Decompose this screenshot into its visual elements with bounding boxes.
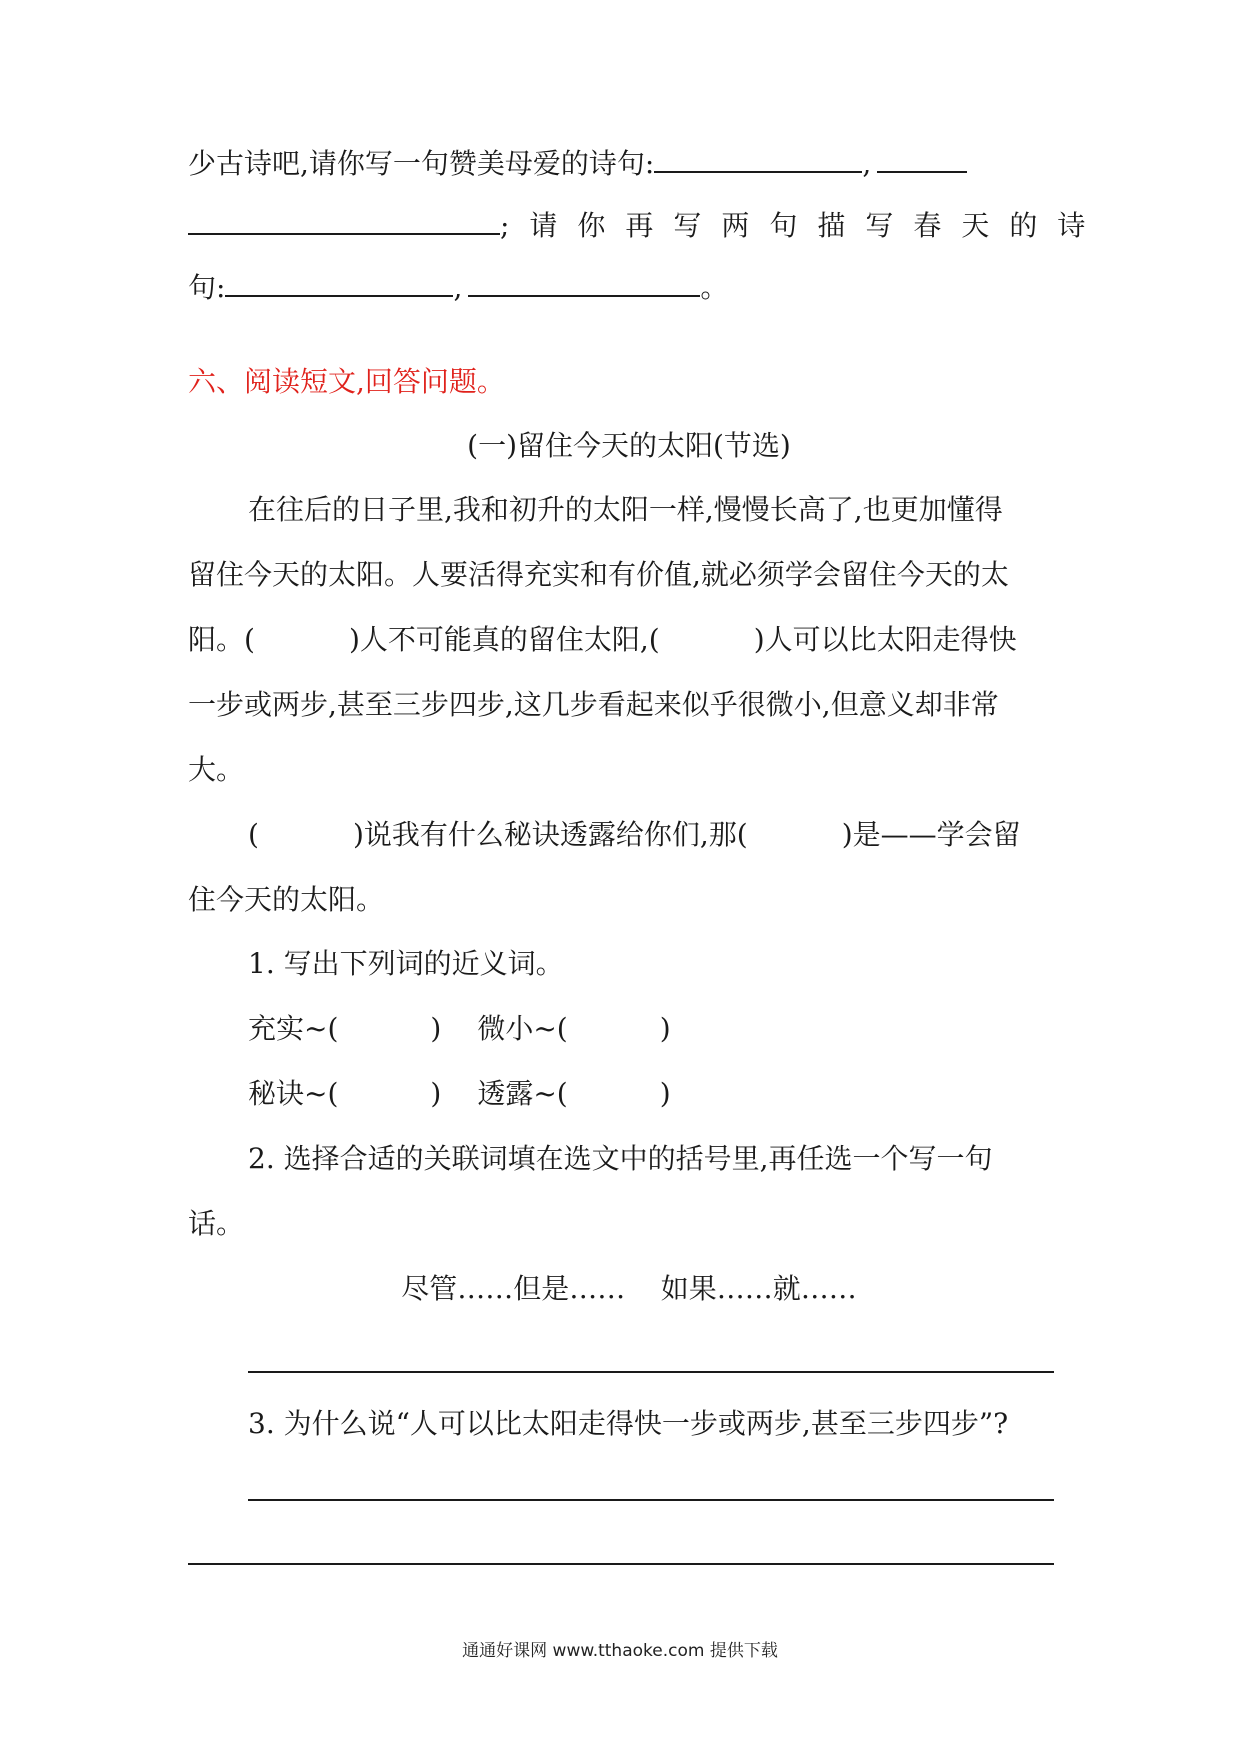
passage-p1-line-4: 一步或两步,甚至三步四步,这几步看起来似乎很微小,但意义却非常: [188, 688, 999, 721]
poem-line-2: [188, 206, 1105, 246]
passage-p1-line-5: 大。: [188, 753, 245, 786]
spring-prompt-text: ;请你再写两句描写春天的诗: [500, 209, 1106, 242]
answer-blank-mother-love-2a[interactable]: [877, 145, 967, 173]
passage-text: (: [248, 818, 259, 851]
close-paren: ): [430, 1077, 442, 1110]
close-paren: ): [659, 1077, 671, 1110]
passage-p2-line-2: 住今天的太阳。: [188, 883, 385, 916]
question-3: 3. 为什么说“人可以比太阳走得快一步或两步,甚至三步四步”?: [248, 1407, 1009, 1440]
poem-line-3-prefix: 句:: [188, 271, 226, 304]
passage-text: )是——学会留: [841, 818, 1021, 851]
passage-p1-line-2: 留住今天的太阳。人要活得充实和有价值,就必须学会留住今天的太: [188, 558, 1009, 591]
footer: 通通好课网 www.tthaoke.com 提供下载: [462, 1641, 778, 1661]
passage-text: )说我有什么秘诀透露给你们,那(: [352, 818, 748, 851]
poem-line-3: [188, 268, 728, 308]
synonym-word: 秘诀~(: [248, 1077, 339, 1110]
synonym-row-1: [248, 1009, 671, 1049]
close-paren: ): [659, 1012, 671, 1045]
question-1: 1. 写出下列词的近义词。: [248, 947, 564, 980]
answer-blank-mother-love-1[interactable]: [654, 145, 862, 173]
period: 。: [700, 271, 729, 304]
passage-title: (一)留住今天的太阳(节选): [467, 429, 791, 462]
question-2-line-2: 话。: [188, 1207, 245, 1240]
connective-options: 尽管……但是…… 如果……就……: [401, 1272, 857, 1305]
passage-p1-line-1: 在往后的日子里,我和初升的太阳一样,慢慢长高了,也更加懂得: [248, 493, 1003, 526]
answer-blank-mother-love-2b[interactable]: [188, 207, 500, 235]
synonym-word: 充实~(: [248, 1012, 339, 1045]
answer-line-q3[interactable]: [248, 1499, 1054, 1501]
poem-line-1: [188, 144, 967, 184]
poem-line-1-text: 少古诗吧,请你写一句赞美母爱的诗句:: [188, 147, 655, 180]
passage-text: )人不可能真的留住太阳,(: [348, 623, 660, 656]
passage-text: 阳。(: [188, 623, 255, 656]
synonym-row-2: [248, 1074, 671, 1114]
passage-p1-line-3: [188, 620, 1017, 660]
page-divider: [188, 1563, 1054, 1565]
answer-blank-spring-2[interactable]: [468, 269, 700, 297]
close-paren: ): [430, 1012, 442, 1045]
comma: ,: [453, 271, 463, 304]
passage-text: )人可以比太阳走得快: [753, 623, 1017, 656]
question-2-line-1: 2. 选择合适的关联词填在选文中的括号里,再任选一个写一句: [248, 1142, 993, 1175]
answer-line-q2[interactable]: [248, 1371, 1054, 1373]
synonym-word: 透露~(: [477, 1077, 568, 1110]
synonym-word: 微小~(: [477, 1012, 568, 1045]
passage-p2-line-1: [248, 815, 1021, 855]
comma: ,: [862, 147, 872, 180]
answer-blank-spring-1[interactable]: [225, 269, 453, 297]
section-title: 六、阅读短文,回答问题。: [188, 365, 505, 398]
